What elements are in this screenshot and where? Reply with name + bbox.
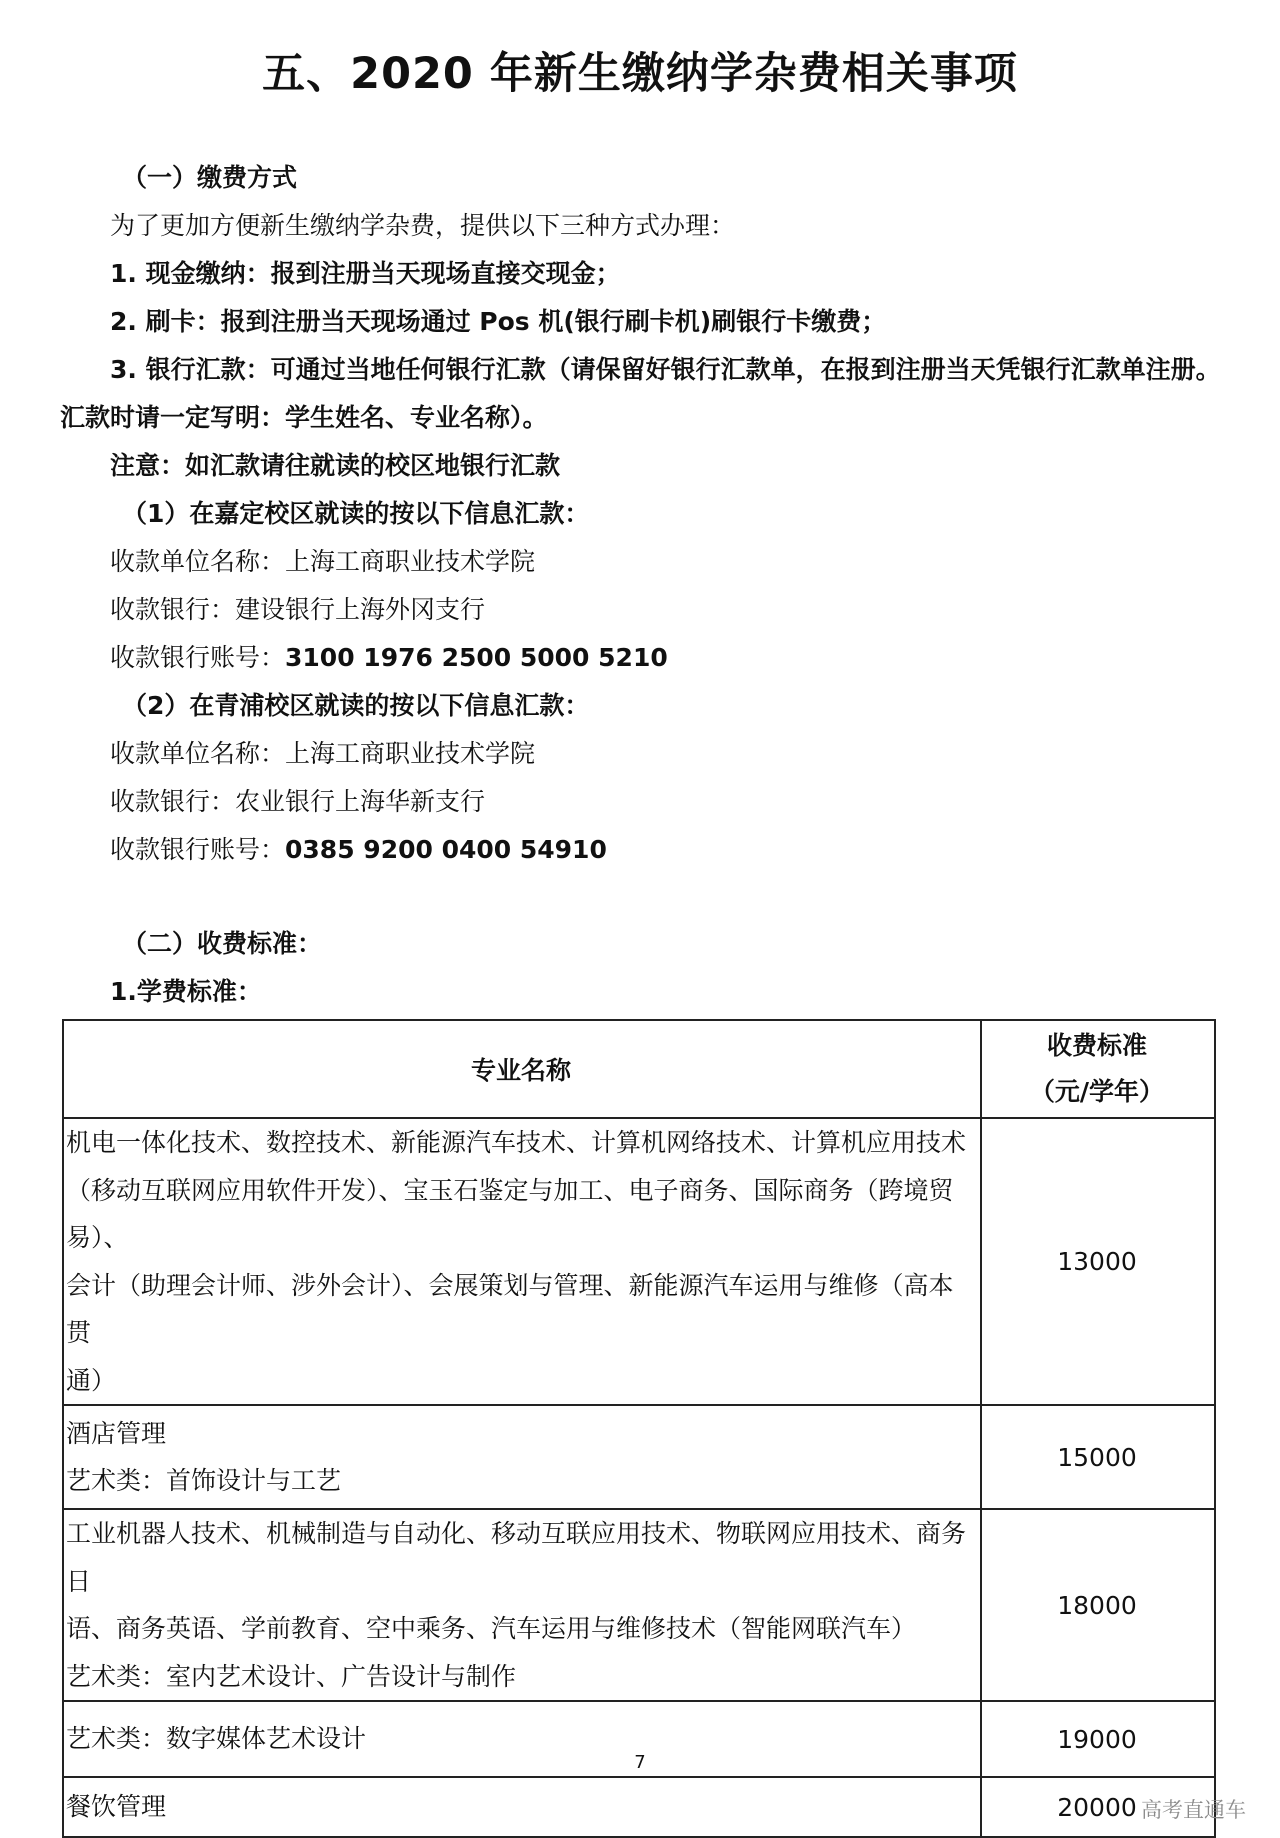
campus-qingpu-bank <box>110 782 485 818</box>
table-row <box>63 1118 1215 1405</box>
payment-option-card: 2. 刷卡：报到注册当天现场通过 Pos 机(银行刷卡机)刷银行卡缴费； <box>110 307 887 336</box>
page-title: 五、2020 年新生缴纳学杂费相关事项 <box>262 49 1018 99</box>
payment-intro: 为了更加方便新生缴纳学杂费，提供以下三种方式办理： <box>110 211 736 240</box>
table-row <box>63 1405 1215 1509</box>
header-major-name: 专业名称 <box>63 1020 981 1118</box>
page-number: 7 <box>634 1752 646 1773</box>
majors-line: 艺术类：数字媒体艺术设计 <box>66 1724 367 1754</box>
account-value: 0385 9200 0400 54910 <box>285 835 607 864</box>
payment-option-cash: 1. 现金缴纳：报到注册当天现场直接交现金； <box>110 259 621 288</box>
majors-line: 语、商务英语、学前教育、空中乘务、汽车运用与维修技术（智能网联汽车） <box>66 1614 917 1643</box>
bank-label: 收款银行： <box>110 595 236 624</box>
payee-label: 收款单位名称： <box>110 739 286 768</box>
bank-value: 农业银行上海华新支行 <box>235 787 486 816</box>
majors-cell <box>63 1405 981 1509</box>
majors-cell <box>63 1118 981 1405</box>
tuition-table <box>62 1019 1216 1838</box>
account-value: 3100 1976 2500 5000 5210 <box>285 643 668 672</box>
section-heading-fee-standard: （二）收费标准： <box>122 929 323 958</box>
campus-jiading-account <box>110 638 668 674</box>
majors-line: 机电一体化技术、数控技术、新能源汽车技术、计算机网络技术、计算机应用技术 <box>66 1128 967 1157</box>
header-fee-line1: 收费标准 <box>1046 1031 1147 1060</box>
campus-jiading-bank <box>110 590 485 626</box>
majors-line: 酒店管理 <box>66 1418 167 1448</box>
account-label: 收款银行账号： <box>110 835 286 864</box>
campus-jiading-payee <box>110 542 535 578</box>
majors-line: 艺术类：室内艺术设计、广告设计与制作 <box>66 1661 517 1691</box>
fee-cell: 19000 <box>981 1701 1215 1777</box>
majors-line: 会计（助理会计师、涉外会计）、会展策划与管理、新能源汽车运用与维修（高本贯 <box>66 1270 954 1347</box>
campus-jiading-heading: （1）在嘉定校区就读的按以下信息汇款： <box>122 499 590 528</box>
fee-cell: 18000 <box>981 1509 1215 1701</box>
majors-line: （移动互联网应用软件开发）、宝玉石鉴定与加工、电子商务、国际商务（跨境贸易）、 <box>66 1175 954 1252</box>
majors-line: 艺术类：首饰设计与工艺 <box>66 1466 342 1495</box>
table-row <box>63 1509 1215 1701</box>
section-heading-payment-method: （一）缴费方式 <box>122 163 298 192</box>
tuition-subheading: 1.学费标准： <box>110 977 262 1006</box>
majors-cell <box>63 1777 981 1837</box>
majors-line: 工业机器人技术、机械制造与自动化、移动互联应用技术、物联网应用技术、商务日 <box>66 1519 967 1596</box>
account-label: 收款银行账号： <box>110 643 286 672</box>
fee-cell: 13000 <box>981 1118 1215 1405</box>
campus-qingpu-heading: （2）在青浦校区就读的按以下信息汇款： <box>122 691 590 720</box>
transfer-note: 注意：如汇款请往就读的校区地银行汇款 <box>110 451 561 480</box>
campus-qingpu-payee <box>110 734 535 770</box>
payment-option-transfer: 3. 银行汇款：可通过当地任何银行汇款（请保留好银行汇款单，在报到注册当天凭银行汇款单注册。 <box>110 355 1221 384</box>
watermark: 高考直通车 <box>1141 1798 1246 1822</box>
fee-cell: 15000 <box>981 1405 1215 1509</box>
majors-line: 通） <box>66 1365 117 1395</box>
payee-value: 上海工商职业技术学院 <box>285 547 536 576</box>
payee-value: 上海工商职业技术学院 <box>285 739 536 768</box>
fee-cell: 20000 <box>981 1777 1215 1837</box>
payment-option-transfer-cont: 汇款时请一定写明：学生姓名、专业名称）。 <box>60 403 548 432</box>
table-header-row <box>63 1020 1215 1118</box>
majors-cell <box>63 1509 981 1701</box>
payee-label: 收款单位名称： <box>110 547 286 576</box>
header-fee-standard <box>981 1020 1215 1118</box>
table-row <box>63 1777 1215 1837</box>
bank-value: 建设银行上海外冈支行 <box>235 595 486 624</box>
majors-line: 餐饮管理 <box>66 1792 167 1822</box>
bank-label: 收款银行： <box>110 787 236 816</box>
header-fee-line2: （元/学年） <box>1029 1077 1165 1106</box>
campus-qingpu-account <box>110 830 607 866</box>
